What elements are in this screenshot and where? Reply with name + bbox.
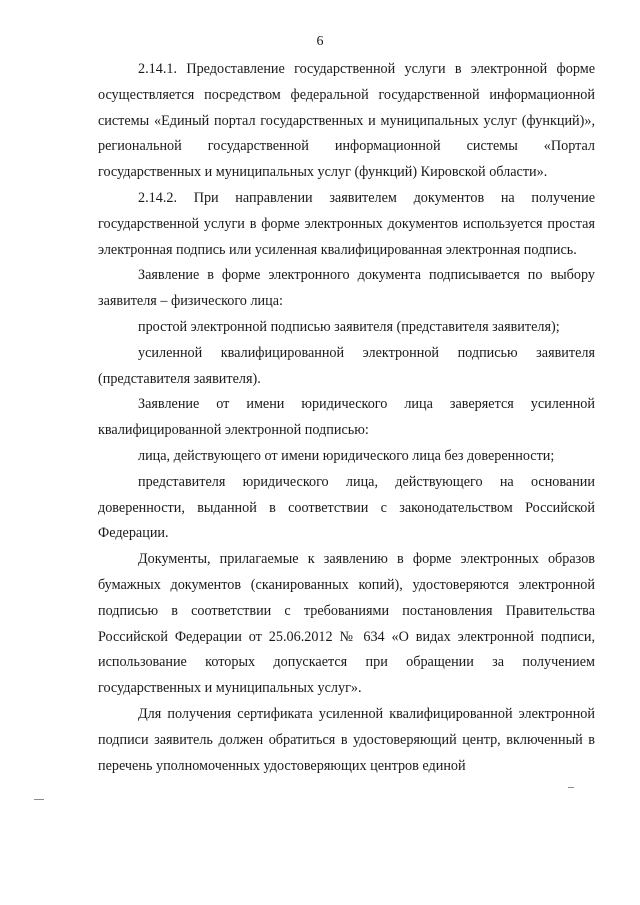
document-body	[98, 57, 595, 779]
list-item-qualified-signature: усиленной квалифицированной электронной подписью заявителя (представителя заявителя).	[98, 344, 595, 387]
scan-mark-left	[34, 799, 44, 800]
list-item-representative: представителя юридического лица, действующего на основании доверенности, выданной в соответствии с законодательством Российской Федерации.	[98, 473, 595, 542]
paragraph-individual-application: Заявление в форме электронного документа подписывается по выбору заявителя – физического лица:	[98, 267, 595, 310]
paragraph-2-14-1: 2.14.1. Предоставление государственной услуги в электронной форме осуществляется посредством федеральной государственной информационной системы «Единый портал государственных и муниципальных услуг (функций)», региональной государственной информационной системы «Портал государственных и муниципальных услуг (функций) Кировской области».	[98, 61, 595, 181]
paragraph-attached-documents: Документы, прилагаемые к заявлению в форме электронных образов бумажных документов (сканированных копий), удостоверяются электронной подписью в соответствии с требованиями постановления Правительства Российской Федерации от 25.06.2012 № 634 «О видах электронной подписи, использование которых допускается при обращении за получением государственных и муниципальных услуг».	[98, 551, 595, 697]
list-item-without-power-of-attorney: лица, действующего от имени юридического лица без доверенности;	[138, 447, 555, 464]
paragraph-legal-entity-application: Заявление от имени юридического лица заверяется усиленной квалифицированной электронной подписью:	[98, 396, 595, 439]
paragraph-2-14-2: 2.14.2. При направлении заявителем документов на получение государственной услуги в форме электронных документов используется простая электронная подпись или усиленная квалифицированная электронная подпись.	[98, 189, 595, 258]
page-number: 6	[316, 34, 324, 49]
scan-mark-right	[568, 787, 574, 788]
list-item-simple-signature: простой электронной подписью заявителя (представителя заявителя);	[138, 318, 560, 335]
paragraph-certificate: Для получения сертификата усиленной квалифицированной электронной подписи заявитель должен обратиться в удостоверяющий центр, включенный в перечень уполномоченных удостоверяющих центров единой	[98, 705, 595, 774]
